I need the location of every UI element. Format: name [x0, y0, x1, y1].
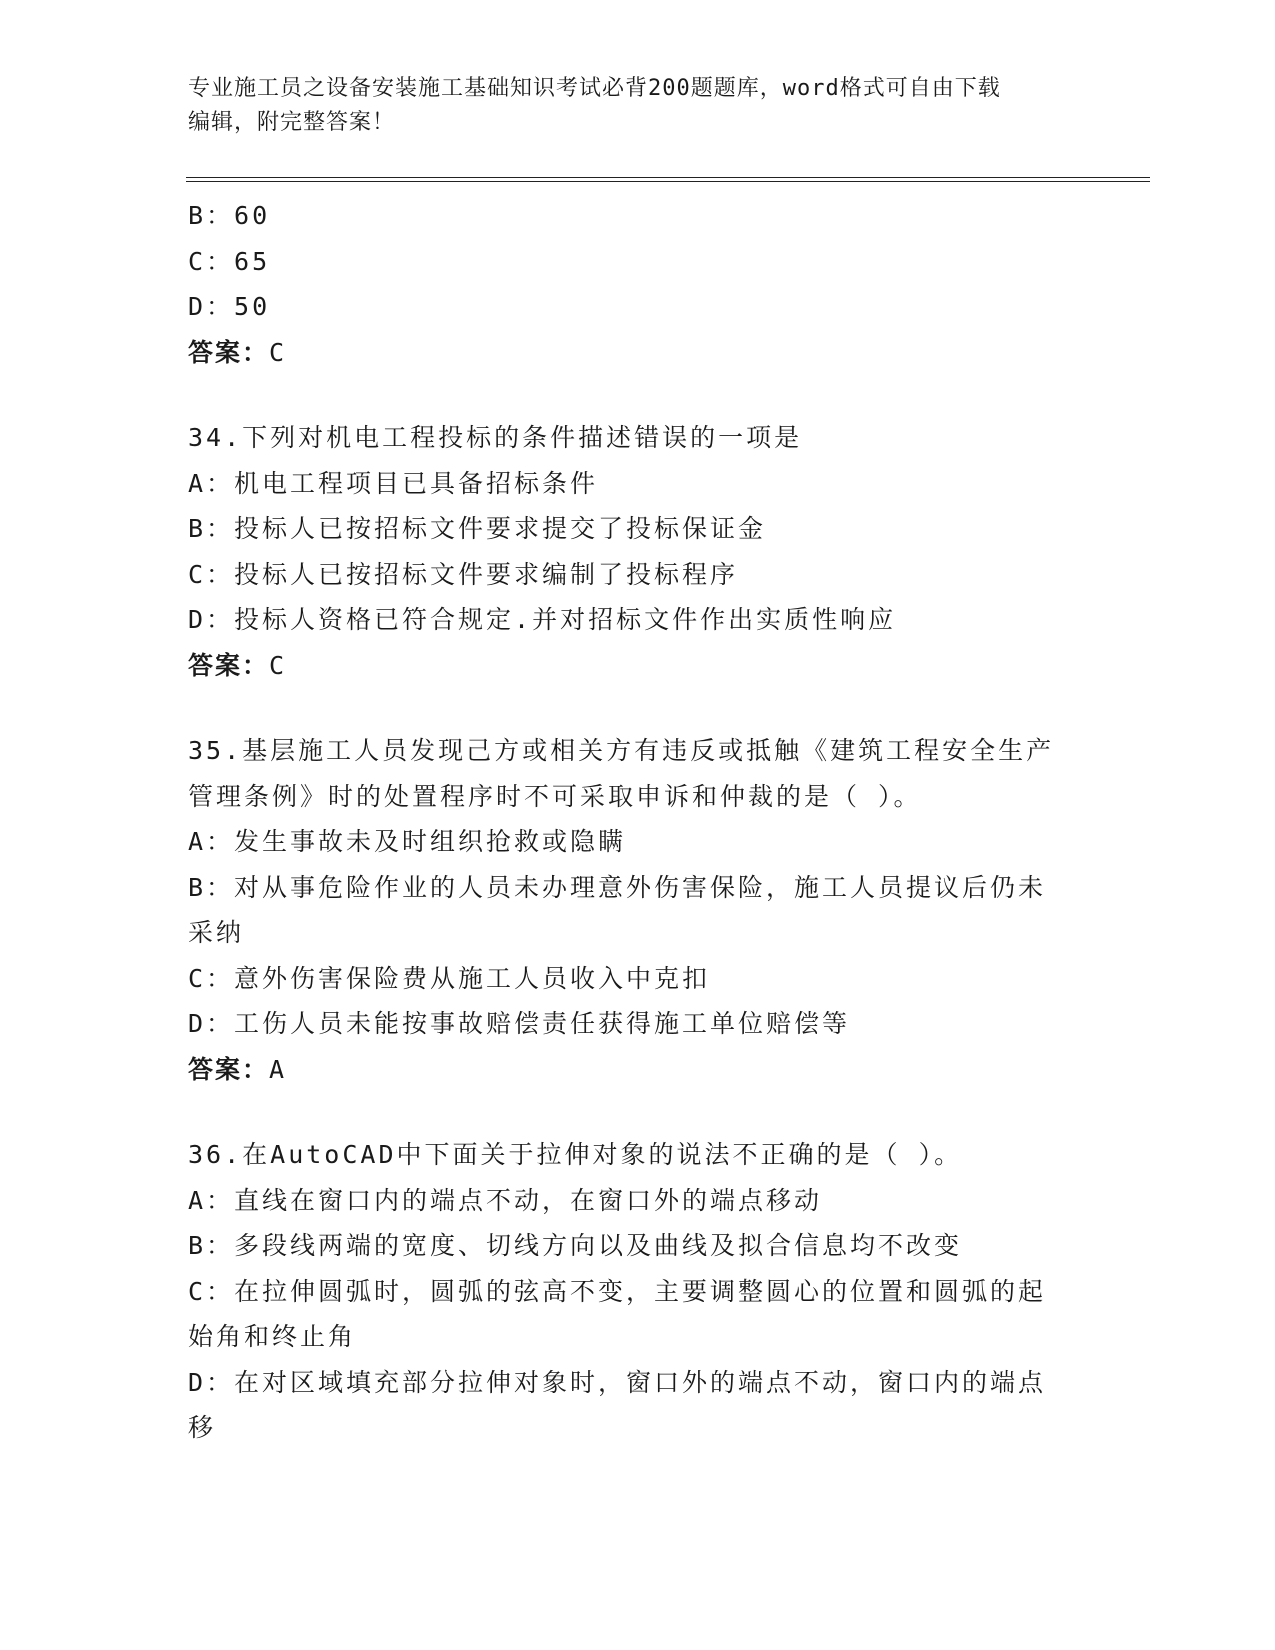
question-text-line-2: 管理条例》时的处置程序时不可采取申诉和仲裁的是（ ）。 [188, 781, 922, 811]
answer-value: C [269, 337, 288, 367]
option-c-continued: 始角和终止角 [188, 1322, 357, 1351]
option-b: B：对从事危险作业的人员未办理意外伤害保险，施工人员提议后仍未 [188, 872, 1047, 902]
answer-label: 答案： [188, 337, 270, 367]
answer-label: 答案： [188, 650, 270, 680]
option-b-continued: 采纳 [188, 918, 245, 947]
answer [188, 1047, 1068, 1093]
answer-value: C [269, 650, 288, 680]
answer-value: A [269, 1054, 288, 1084]
question-36 [188, 1132, 1068, 1451]
option-d: D：50 [188, 292, 271, 321]
spacer [188, 688, 1068, 728]
option-a: A：发生事故未及时组织抢救或隐瞒 [188, 827, 627, 856]
document-header [188, 72, 1088, 140]
answer [188, 330, 1068, 376]
header-divider-bottom [186, 181, 1150, 182]
header-line-2: 编辑，附完整答案！ [188, 110, 396, 135]
question-text: 36.在AutoCAD中下面关于拉伸对象的说法不正确的是（ ）。 [188, 1140, 963, 1169]
question-34 [188, 415, 1068, 688]
answer-label: 答案： [188, 1054, 270, 1084]
option-d: D：工伤人员未能按事故赔偿责任获得施工单位赔偿等 [188, 1009, 851, 1038]
spacer [188, 1092, 1068, 1132]
question-text: 34.下列对机电工程投标的条件描述错误的一项是 [188, 423, 803, 452]
option-b: B：投标人已按招标文件要求提交了投标保证金 [188, 514, 767, 543]
option-c: C：投标人已按招标文件要求编制了投标程序 [188, 559, 739, 589]
option-a: A：机电工程项目已具备招标条件 [188, 468, 599, 498]
option-b: B：多段线两端的宽度、切线方向以及曲线及拟合信息均不改变 [188, 1231, 963, 1260]
option-c: C：65 [188, 246, 271, 276]
option-d: D：投标人资格已符合规定.并对招标文件作出实质性响应 [188, 605, 897, 634]
spacer [188, 375, 1068, 415]
answer [188, 643, 1068, 689]
option-d: D：在对区域填充部分拉伸对象时，窗口外的端点不动，窗口内的端点 [188, 1367, 1047, 1397]
header-divider-top [186, 177, 1150, 178]
option-d-continued: 移 [188, 1413, 217, 1442]
question-text-line-1: 35.基层施工人员发现己方或相关方有违反或抵触《建筑工程安全生产 [188, 736, 1055, 765]
option-c: C：意外伤害保险费从施工人员收入中克扣 [188, 963, 711, 993]
option-c: C：在拉伸圆弧时，圆弧的弦高不变，主要调整圆心的位置和圆弧的起 [188, 1276, 1047, 1306]
question-33 [188, 193, 1068, 375]
question-35 [188, 728, 1068, 1092]
header-line-1: 专业施工员之设备安装施工基础知识考试必背200题题库，word格式可自由下载 [188, 76, 1001, 101]
option-a: A：直线在窗口内的端点不动，在窗口外的端点移动 [188, 1185, 823, 1215]
question-content [188, 193, 1068, 1451]
option-b: B：60 [188, 201, 271, 230]
